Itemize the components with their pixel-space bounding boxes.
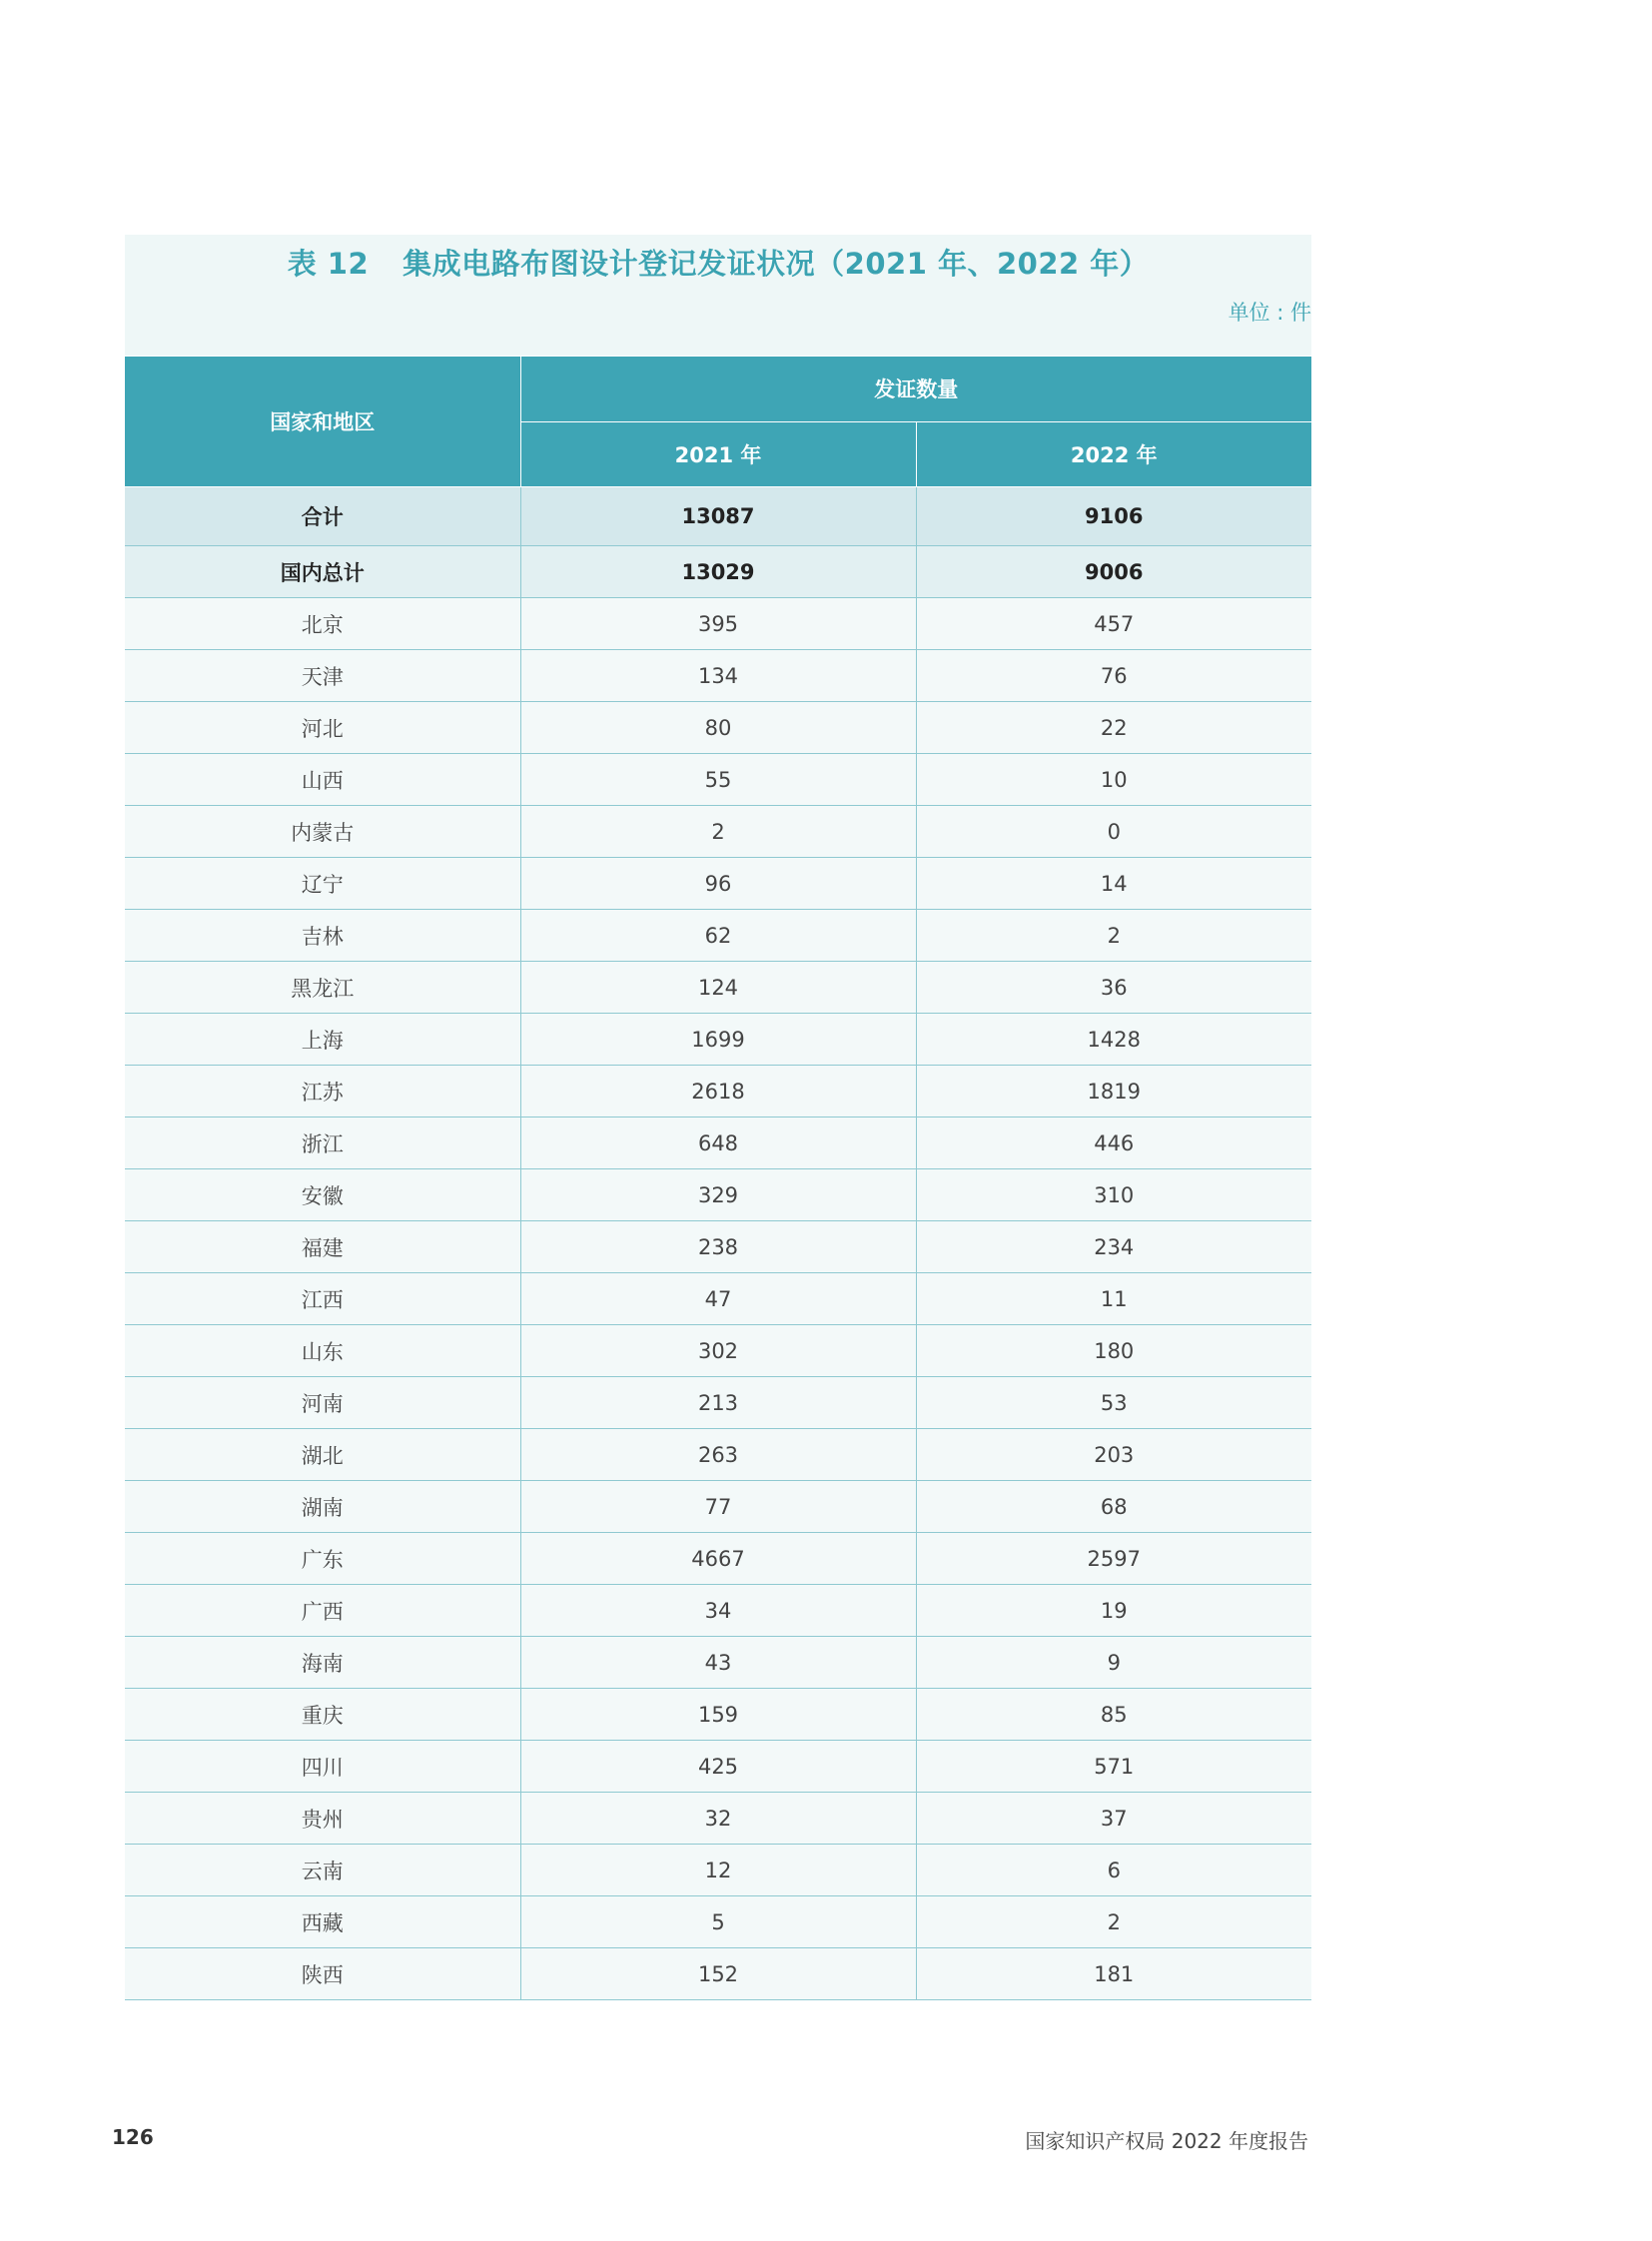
value-2021-cell: 302	[520, 1325, 916, 1377]
region-cell: 海南	[125, 1637, 520, 1689]
region-cell: 贵州	[125, 1793, 520, 1845]
page-number: 126	[112, 2125, 154, 2149]
value-2022-cell: 14	[916, 858, 1311, 910]
value-2022-cell: 76	[916, 650, 1311, 702]
value-2022-cell: 446	[916, 1118, 1311, 1169]
header-year-2022: 2022 年	[916, 421, 1311, 487]
value-2022-cell: 68	[916, 1481, 1311, 1533]
value-2022-cell: 571	[916, 1741, 1311, 1793]
value-2021-cell: 12	[520, 1845, 916, 1896]
header-year-2021: 2021 年	[520, 421, 916, 487]
table-body	[125, 487, 1311, 2000]
value-2021-cell: 62	[520, 910, 916, 962]
table-row	[125, 487, 1311, 546]
table-row	[125, 1845, 1311, 1896]
table-row	[125, 1793, 1311, 1845]
table-row	[125, 1948, 1311, 2000]
value-2021-cell: 55	[520, 754, 916, 806]
table-row	[125, 1585, 1311, 1637]
value-2022-cell: 19	[916, 1585, 1311, 1637]
region-cell: 江苏	[125, 1066, 520, 1118]
region-cell: 河北	[125, 702, 520, 754]
value-2021-cell: 159	[520, 1689, 916, 1741]
table-row	[125, 962, 1311, 1014]
value-2021-cell: 213	[520, 1377, 916, 1429]
table-row	[125, 1273, 1311, 1325]
value-2022-cell: 0	[916, 806, 1311, 858]
region-cell: 西藏	[125, 1896, 520, 1948]
header-issued-count: 发证数量	[520, 357, 1311, 422]
value-2021-cell: 152	[520, 1948, 916, 2000]
value-2022-cell: 203	[916, 1429, 1311, 1481]
table-row	[125, 1481, 1311, 1533]
footer-report-title: 国家知识产权局 2022 年度报告	[1025, 2129, 1308, 2153]
region-cell: 天津	[125, 650, 520, 702]
value-2021-cell: 648	[520, 1118, 916, 1169]
value-2021-cell: 238	[520, 1221, 916, 1273]
value-2021-cell: 47	[520, 1273, 916, 1325]
table-row	[125, 1689, 1311, 1741]
region-cell: 黑龙江	[125, 962, 520, 1014]
region-cell: 安徽	[125, 1169, 520, 1221]
value-2022-cell: 180	[916, 1325, 1311, 1377]
table-number: 表 12	[287, 247, 370, 281]
table-row	[125, 1637, 1311, 1689]
header-region: 国家和地区	[125, 357, 520, 487]
table-title-area	[125, 235, 1311, 356]
value-2021-cell: 13029	[520, 546, 916, 598]
value-2021-cell: 5	[520, 1896, 916, 1948]
region-cell: 广西	[125, 1585, 520, 1637]
data-table	[125, 356, 1311, 2000]
value-2021-cell: 2618	[520, 1066, 916, 1118]
value-2022-cell: 1819	[916, 1066, 1311, 1118]
value-2022-cell: 36	[916, 962, 1311, 1014]
table-row	[125, 1896, 1311, 1948]
region-cell: 合计	[125, 487, 520, 546]
region-cell: 内蒙古	[125, 806, 520, 858]
table-row	[125, 1221, 1311, 1273]
value-2022-cell: 457	[916, 598, 1311, 650]
statistics-table-block	[125, 235, 1311, 2000]
table-title-text: 集成电路布图设计登记发证状况（2021 年、2022 年）	[403, 247, 1150, 281]
region-cell: 浙江	[125, 1118, 520, 1169]
region-cell: 山西	[125, 754, 520, 806]
region-cell: 吉林	[125, 910, 520, 962]
region-cell: 国内总计	[125, 546, 520, 598]
table-header	[125, 357, 1311, 487]
value-2022-cell: 2	[916, 1896, 1311, 1948]
table-row	[125, 858, 1311, 910]
table-row	[125, 1325, 1311, 1377]
region-cell: 重庆	[125, 1689, 520, 1741]
table-row	[125, 702, 1311, 754]
region-cell: 山东	[125, 1325, 520, 1377]
value-2022-cell: 37	[916, 1793, 1311, 1845]
value-2022-cell: 310	[916, 1169, 1311, 1221]
region-cell: 广东	[125, 1533, 520, 1585]
value-2022-cell: 2	[916, 910, 1311, 962]
region-cell: 湖南	[125, 1481, 520, 1533]
table-row	[125, 546, 1311, 598]
table-row	[125, 806, 1311, 858]
value-2021-cell: 13087	[520, 487, 916, 546]
region-cell: 陕西	[125, 1948, 520, 2000]
value-2021-cell: 425	[520, 1741, 916, 1793]
region-cell: 四川	[125, 1741, 520, 1793]
value-2021-cell: 32	[520, 1793, 916, 1845]
value-2021-cell: 329	[520, 1169, 916, 1221]
value-2021-cell: 43	[520, 1637, 916, 1689]
region-cell: 北京	[125, 598, 520, 650]
table-row	[125, 754, 1311, 806]
table-row	[125, 598, 1311, 650]
value-2022-cell: 2597	[916, 1533, 1311, 1585]
table-row	[125, 1169, 1311, 1221]
table-row	[125, 910, 1311, 962]
table-row	[125, 1741, 1311, 1793]
region-cell: 上海	[125, 1014, 520, 1066]
table-row	[125, 650, 1311, 702]
table-row	[125, 1118, 1311, 1169]
value-2021-cell: 80	[520, 702, 916, 754]
value-2021-cell: 96	[520, 858, 916, 910]
value-2022-cell: 6	[916, 1845, 1311, 1896]
value-2021-cell: 4667	[520, 1533, 916, 1585]
value-2021-cell: 34	[520, 1585, 916, 1637]
value-2022-cell: 10	[916, 754, 1311, 806]
region-cell: 河南	[125, 1377, 520, 1429]
value-2021-cell: 77	[520, 1481, 916, 1533]
value-2022-cell: 1428	[916, 1014, 1311, 1066]
region-cell: 云南	[125, 1845, 520, 1896]
table-title	[125, 235, 1311, 293]
value-2021-cell: 395	[520, 598, 916, 650]
table-row	[125, 1014, 1311, 1066]
value-2021-cell: 124	[520, 962, 916, 1014]
value-2021-cell: 1699	[520, 1014, 916, 1066]
value-2022-cell: 11	[916, 1273, 1311, 1325]
value-2021-cell: 263	[520, 1429, 916, 1481]
region-cell: 福建	[125, 1221, 520, 1273]
unit-label: 单位 : 件	[1228, 301, 1311, 325]
value-2022-cell: 9	[916, 1637, 1311, 1689]
region-cell: 辽宁	[125, 858, 520, 910]
table-row	[125, 1533, 1311, 1585]
region-cell: 江西	[125, 1273, 520, 1325]
value-2022-cell: 9106	[916, 487, 1311, 546]
value-2021-cell: 2	[520, 806, 916, 858]
value-2022-cell: 85	[916, 1689, 1311, 1741]
table-row	[125, 1429, 1311, 1481]
table-row	[125, 1066, 1311, 1118]
value-2022-cell: 9006	[916, 546, 1311, 598]
table-row	[125, 1377, 1311, 1429]
value-2022-cell: 22	[916, 702, 1311, 754]
value-2022-cell: 53	[916, 1377, 1311, 1429]
region-cell: 湖北	[125, 1429, 520, 1481]
value-2022-cell: 234	[916, 1221, 1311, 1273]
value-2022-cell: 181	[916, 1948, 1311, 2000]
value-2021-cell: 134	[520, 650, 916, 702]
